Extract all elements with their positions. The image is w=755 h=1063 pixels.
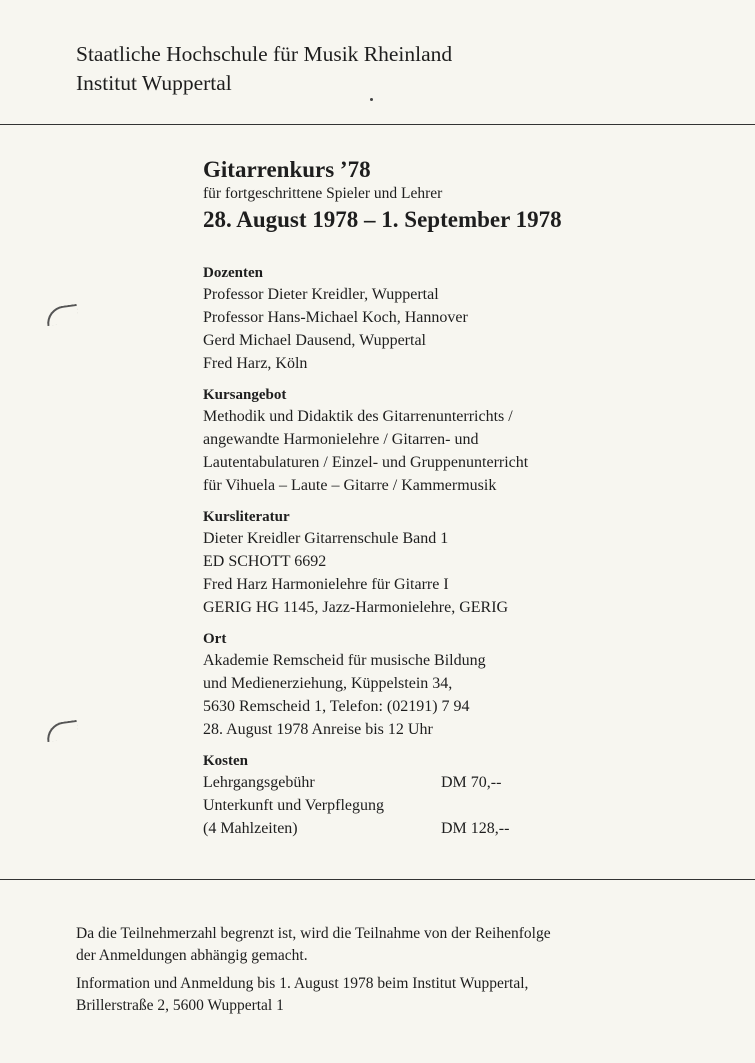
cost-label: (4 Mahlzeiten) (203, 820, 298, 837)
punch-hole-mark (45, 304, 79, 326)
section-dozenten (203, 263, 743, 375)
section-title: Dozenten (203, 265, 263, 281)
punch-hole-mark (45, 720, 79, 742)
course-dates: 28. August 1978 – 1. September 1978 (203, 207, 562, 232)
section-title: Kursangebot (203, 387, 287, 403)
section-kursliteratur (203, 507, 743, 619)
course-info (203, 157, 743, 840)
location-line: Akademie Remscheid für musische Bildung (203, 652, 486, 669)
section-kursangebot (203, 385, 743, 497)
lecturer-line: Professor Dieter Kreidler, Wuppertal (203, 286, 439, 303)
offer-line: Methodik und Didaktik des Gitarrenunterrichts / (203, 408, 513, 425)
participation-note (76, 923, 736, 967)
location-line: und Medienerziehung, Küppelstein 34, (203, 675, 453, 692)
course-title: Gitarrenkurs ’78 (203, 157, 371, 182)
cost-label: Unterkunft und Verpflegung (203, 797, 384, 814)
course-subtitle: für fortgeschrittene Spieler und Lehrer (203, 185, 443, 202)
literature-line: Dieter Kreidler Gitarrenschule Band 1 (203, 530, 449, 547)
institute-location: Institut Wuppertal (76, 71, 232, 95)
cost-row (203, 794, 743, 817)
literature-line: Fred Harz Harmonielehre für Gitarre I (203, 576, 449, 593)
lecturer-line: Professor Hans-Michael Koch, Hannover (203, 309, 468, 326)
cost-row (203, 817, 743, 840)
institution-name: Staatliche Hochschule für Musik Rheinland (76, 42, 453, 66)
section-title: Kursliteratur (203, 509, 290, 525)
cost-label: Lehrgangsgebühr (203, 774, 315, 791)
participation-note-line: der Anmeldungen abhängig gemacht. (76, 947, 308, 964)
location-line: 5630 Remscheid 1, Telefon: (02191) 7 94 (203, 698, 470, 715)
cost-amount: DM 70,-- (441, 774, 502, 791)
section-kosten (203, 751, 743, 840)
lecturer-line: Gerd Michael Dausend, Wuppertal (203, 332, 426, 349)
cost-amount: DM 128,-- (441, 820, 510, 837)
location-line: 28. August 1978 Anreise bis 12 Uhr (203, 721, 433, 738)
section-ort (203, 629, 743, 741)
section-title: Ort (203, 631, 227, 647)
section-title: Kosten (203, 753, 248, 769)
speck-dot (370, 98, 373, 101)
offer-line: für Vihuela – Laute – Gitarre / Kammermusik (203, 477, 497, 494)
bottom-divider (0, 879, 755, 880)
literature-line: ED SCHOTT 6692 (203, 553, 327, 570)
offer-line: Lautentabulaturen / Einzel- und Gruppenunterricht (203, 454, 529, 471)
registration-info (76, 973, 736, 1017)
lecturer-line: Fred Harz, Köln (203, 355, 308, 372)
footer-notice (76, 923, 736, 1023)
literature-line: GERIG HG 1145, Jazz-Harmonielehre, GERIG (203, 599, 509, 616)
offer-line: angewandte Harmonielehre / Gitarren- und (203, 431, 479, 448)
institution-header (76, 40, 452, 98)
participation-note-line: Da die Teilnehmerzahl begrenzt ist, wird die Teilnahme von der Reihenfolge (76, 925, 551, 942)
registration-info-line: Brillerstraße 2, 5600 Wuppertal 1 (76, 997, 284, 1014)
registration-info-line: Information und Anmeldung bis 1. August 1978 beim Institut Wuppertal, (76, 975, 529, 992)
top-divider (0, 124, 755, 125)
cost-row (203, 771, 743, 794)
